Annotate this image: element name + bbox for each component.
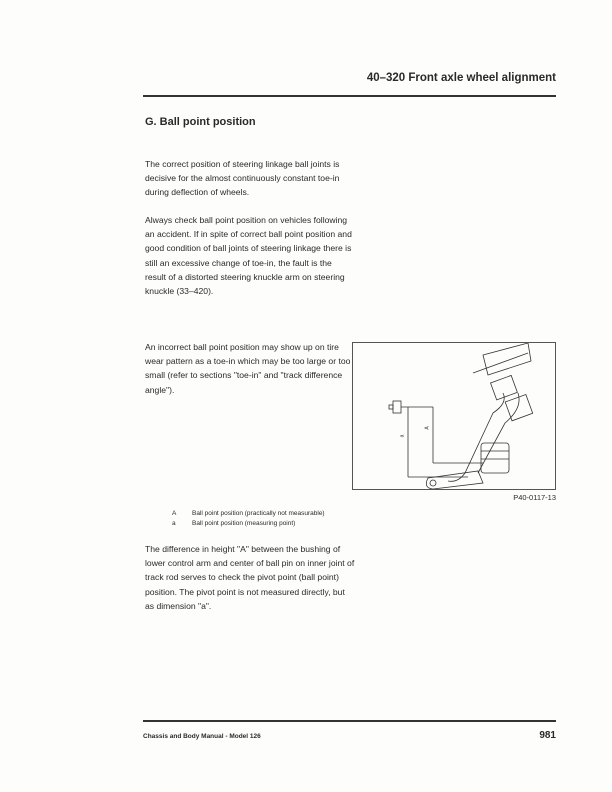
legend-item: a Ball point position (measuring point) — [172, 520, 296, 527]
section-heading: G. Ball point position — [145, 116, 256, 128]
steering-knuckle-illustration — [353, 343, 555, 489]
dimension-A-label: A — [424, 426, 431, 430]
footer-rule — [143, 720, 556, 722]
paragraph-2: Always check ball point position on vehicles following an accident. If in spite of correct ball point position and good condition of ball joints of steering linkage there is still an excessive change of toe-in, the fault is the result of a distorted steering knuckle arm on steering knuckle (33–420). — [145, 215, 352, 297]
footer-text: Chassis and Body Manual - Model 126 — [143, 733, 261, 740]
paragraph-4: The difference in height "A" between the bushing of lower control arm and center of ball pin on inner joint of track rod serves to check the pivot point (ball point) position. The pivot point is not measured directly, but as dimension "a". — [145, 544, 355, 611]
header-rule — [143, 95, 556, 97]
dimension-a-label: a — [399, 434, 406, 438]
figure-legend — [172, 509, 325, 529]
running-header: 40–320 Front axle wheel alignment — [366, 72, 556, 84]
paragraph-3: An incorrect ball point position may show up on tire wear pattern as a toe-in which may be too large or too small (refer to sections "toe-in" and "track difference angle"). — [145, 342, 351, 395]
legend-item: A Ball point position (practically not measurable) — [172, 510, 325, 517]
paragraph-1: The correct position of steering linkage ball joints is decisive for the almost continuously constant toe-in during deflection of wheels. — [145, 159, 340, 198]
figure-id: P40-0117-13 — [513, 493, 556, 502]
page-number: 981 — [539, 730, 556, 741]
figure-steering-knuckle — [352, 342, 556, 490]
